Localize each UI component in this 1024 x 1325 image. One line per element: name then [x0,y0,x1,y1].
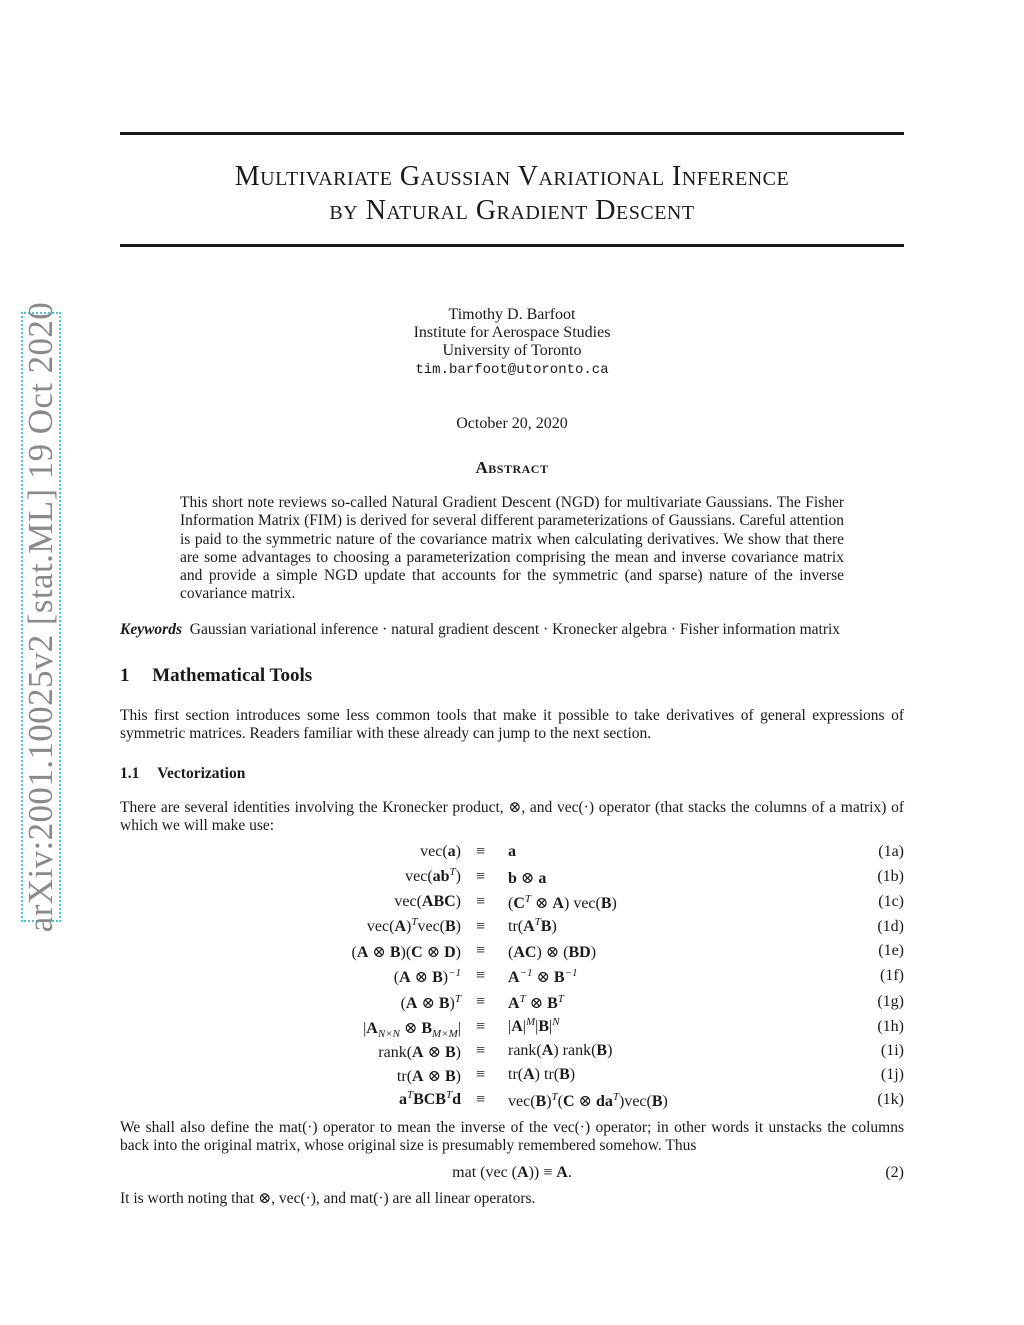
equation-label: (1c) [878,893,904,910]
equation-label: (1e) [878,942,904,959]
subsection-1-1-heading [120,765,245,783]
title-line-2: by Natural Gradient Descent [329,195,695,226]
title-line-1: Multivariate Gaussian Variational Inference [234,161,790,192]
paper-date: October 20, 2020 [456,415,568,432]
section-1-heading [120,665,312,687]
author-name: Timothy D. Barfoot [448,306,576,323]
equation-1g: (A ⊗ B)$^T$ ≡ $A^T$ ⊗ $B^T$ (1g) [400,993,904,1012]
equation-label: (1g) [877,993,904,1010]
equation-label: (1i) [880,1042,904,1059]
equation-1d: $vec(A)^Tvec(B)$ ≡ $tr(A^TB)$ (1d) [366,916,904,935]
abstract-heading: Abstract [475,458,549,477]
keywords-line [120,621,904,639]
author-university: University of Toronto [442,342,582,359]
equation-1f: (A ⊗ B)$^{-1}$ ≡ $A^{-1}$ ⊗ $B^{-1}$ (1f) [393,967,904,986]
equation-1b: $vec(ab^T)$ ≡ b ⊗ a (1b) [405,866,904,887]
abstract-text: This short note reviews so-called Natural Gradient Descent (NGD) for multivariate Gaussians. The Fisher Information Matrix (FIM) is derived for several different parameterizations of Gaussians. Careful attention is paid to the symmetric nature of the covariance matrix when calculating derivatives. We show that there are some advantages to choosing a parameterization comprising the mean and inverse covariance matrix and provide a simple NGD update that accounts for the symmetric (and sparse) nature of the inverse covariance matrix. [180,494,844,603]
equation-1a: vec(a) ≡ a (1a) [420,843,904,860]
subsection-1-1-title: Vectorization [157,765,246,782]
equation-label: (1k) [877,1091,904,1108]
equation-label: (1d) [877,918,904,935]
subsection-1-1-number: 1.1 [120,765,140,782]
author-email[interactable]: tim.barfoot@utoronto.ca [415,362,609,378]
title-top-rule [120,132,904,135]
title-bottom-rule [120,244,904,247]
equation-1h: $|A_{N\times N}$ ⊗ $B_{M\times M}|$ ≡ $|A|^M|B|^N$ (1h) [363,1016,904,1040]
mat-operator-text: We shall also define the mat(·) operator to mean the inverse of the vec(·) operator; in other words it unstacks the columns back into the original matrix, whose original size is presumably remembered somehow. Thus [120,1119,904,1155]
subsection-1-1-intro: There are several identities involving the Kronecker product, ⊗, and vec(·) operator (that stacks the columns of a matrix) of which we will make use: [120,799,904,835]
equation-1e: (A ⊗ B)(C ⊗ D) ≡ (AC) ⊗ (BD) (1e) [351,942,904,961]
equation-label: (1j) [880,1066,904,1083]
equation-label: (1f) [880,967,904,984]
section-1-title: Mathematical Tools [152,665,313,686]
arxiv-stamp: arXiv:2001.10025v2 [stat.ML] 19 Oct 2020 [21,301,60,933]
equation-1i: rank(A ⊗ B) ≡ rank(A) rank(B) (1i) [378,1042,904,1061]
closing-text: It is worth noting that ⊗, vec(·), and mat(·) are all linear operators. [120,1190,536,1207]
equation-2: mat (vec (A)) ≡ A. (2) [452,1164,904,1181]
author-institute: Institute for Aerospace Studies [413,324,611,341]
equation-1k: $a^TBCB^Td$ ≡ $vec(B)^T(C$ ⊗ $da^T)vec(B)$ (1k) [398,1089,904,1110]
equation-label: (1b) [877,868,904,885]
equation-label: (1a) [878,843,904,860]
section-1-number: 1 [120,665,130,686]
keywords-label: Keywords [120,621,182,638]
keywords-text: Gaussian variational inference · natural gradient descent · Kronecker algebra · Fisher information matrix [189,621,841,638]
equation-label: (2) [885,1164,904,1181]
equation-1j: tr(A ⊗ B) ≡ tr(A) tr(B) (1j) [396,1066,904,1085]
section-1-intro: This first section introduces some less common tools that make it possible to take derivatives of general expressions of symmetric matrices. Readers familiar with these already can jump to the next section. [120,707,904,743]
equation-1c: vec(ABC) ≡ ($C^T$ ⊗ A) vec(B) (1c) [394,893,904,912]
equation-label: (1h) [877,1018,904,1035]
